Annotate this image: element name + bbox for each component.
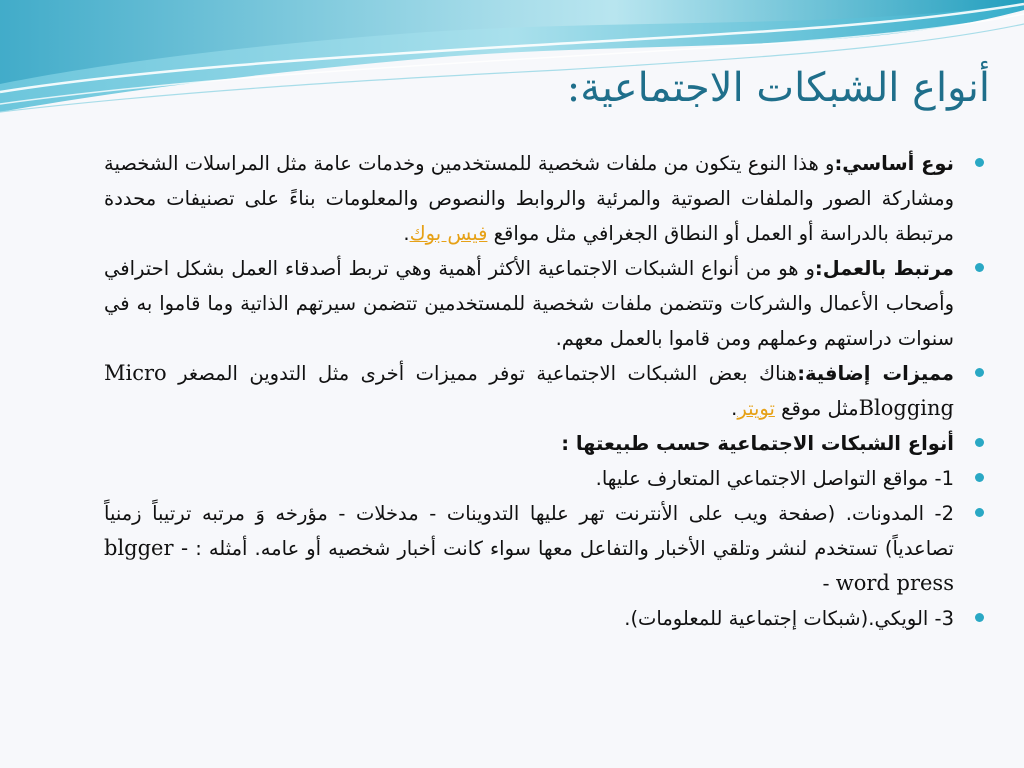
item-text: 3- الويكي.(شبكات إجتماعية للمعلومات). — [624, 607, 954, 630]
item-text-end: . — [731, 397, 738, 420]
bullet-icon — [975, 508, 984, 517]
bullet-icon — [975, 158, 984, 167]
slide-content — [104, 146, 954, 636]
item-label: أنواع الشبكات الاجتماعية حسب طبيعتها : — [561, 432, 954, 455]
item-text: هناك بعض الشبكات الاجتماعية توفر مميزات أخرى مثل التدوين المصغر — [166, 362, 798, 385]
list-item — [104, 461, 954, 496]
item-text-mid: مثل موقع — [774, 397, 859, 420]
list-item — [104, 251, 954, 356]
bullet-icon — [975, 473, 984, 482]
list-item — [104, 496, 954, 601]
item-text-end: - — [822, 572, 836, 595]
twitter-link[interactable]: تويتر — [737, 397, 775, 420]
item-label: نوع أساسي: — [834, 152, 954, 175]
item-label: مميزات إضافية: — [797, 362, 954, 385]
bullet-icon — [975, 263, 984, 272]
list-item — [104, 356, 954, 426]
slide-title: أنواع الشبكات الاجتماعية: — [566, 65, 990, 111]
list-item — [104, 601, 954, 636]
item-label: مرتبط بالعمل: — [814, 257, 954, 280]
list-item — [104, 426, 954, 461]
facebook-link[interactable]: فيس بوك — [409, 222, 488, 245]
item-text: 1- مواقع التواصل الاجتماعي المتعارف عليها. — [595, 467, 954, 490]
item-text-end: . — [403, 222, 410, 245]
latin-examples: blgger - word press — [104, 536, 954, 595]
bullet-icon — [975, 368, 984, 377]
item-text: 2- المدونات. (صفحة ويب على الأنترنت تهر عليها التدوينات - مدخلات - مؤرخه وَ مرتبه ترتيباً زمنياً تصاعدياً) تستخدم لنشر وتلقي الأخبار والتفاعل معها سواء كانت أخبار شخصيه أو عامه. أمثله : — [104, 502, 954, 560]
latin-term: Micro Blogging — [104, 361, 954, 420]
item-text: و هذا النوع يتكون من ملفات شخصية للمستخدمين وخدمات عامة مثل المراسلات الشخصية ومشاركة الصور والملفات الصوتية والمرئية والروابط والنصوص والمعلومات بناءً على تصنيفات محددة مرتبطة بالدراسة أو العمل أو النطاق الجغرافي مثل مواقع — [104, 152, 954, 245]
bullet-icon — [975, 613, 984, 622]
bullet-icon — [975, 438, 984, 447]
list-item — [104, 146, 954, 251]
item-text: و هو من أنواع الشبكات الاجتماعية الأكثر أهمية وهي تربط أصدقاء العمل بشكل احترافي وأصحاب الأعمال والشركات وتتضمن ملفات شخصية للمستخدمين تتضمن سيرتهم الذاتية وما قاموا به في سنوات دراستهم وعملهم ومن قاموا بالعمل معهم. — [104, 257, 954, 350]
